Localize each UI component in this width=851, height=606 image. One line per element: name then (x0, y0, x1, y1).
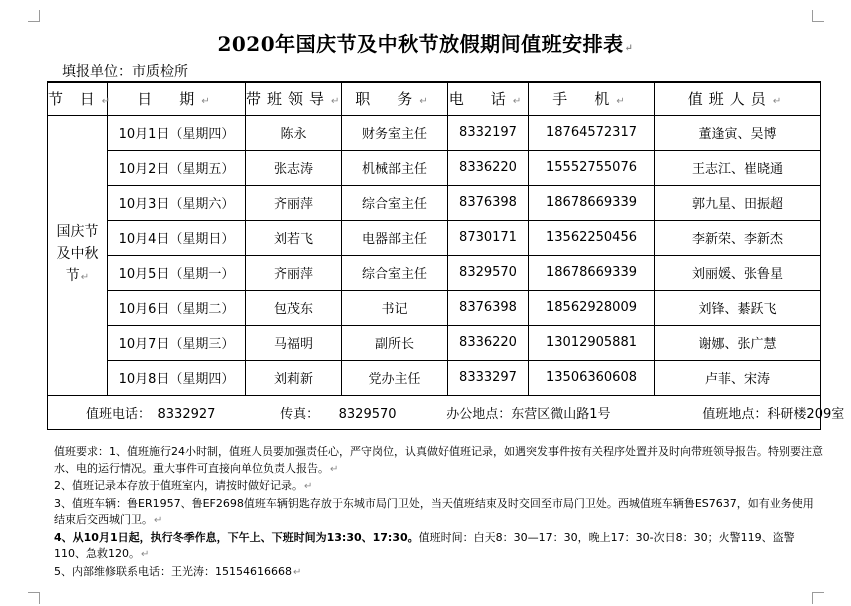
date-cell: 10月5日（星期一） (108, 255, 246, 290)
corner-mark-bottom-right (812, 592, 824, 604)
date-cell: 10月6日（星期二） (108, 290, 246, 325)
note-2: 2、值班记录本存放于值班室内，请按时做好记录。↵ (54, 479, 313, 492)
leader-cell: 马福明 (246, 325, 342, 360)
staff-cell: 郭九星、田振超 (655, 185, 821, 220)
note-3: 3、值班车辆：鲁ER1957、鲁EF2698值班车辆钥匙存放于东城市局门卫处，当天值班结束及时交回至市局门卫处。西城值班车辆鲁ES7637，如有业务使用结束后交西城门卫。↵ (54, 496, 814, 526)
header-position: 职 务↵ (342, 82, 448, 115)
leader-cell: 张志涛 (246, 150, 342, 185)
mobile-cell: 18562928009 (529, 290, 655, 325)
position-cell: 财务室主任 (342, 115, 448, 150)
note-4: 4、从10月1日起，执行冬季作息，下午上、下班时间为13:30、17:30。值班时间：白天8：30—17：30，晚上17：30-次日8：30；火警119、盗警110、急救120。↵ (54, 530, 795, 560)
leader-cell: 齐丽萍 (246, 255, 342, 290)
table-row (48, 185, 821, 220)
date-cell: 10月4日（星期日） (108, 220, 246, 255)
mobile-cell: 13506360608 (529, 360, 655, 395)
staff-cell: 卢菲、宋涛 (655, 360, 821, 395)
table-row (48, 325, 821, 360)
date-cell: 10月1日（星期四） (108, 115, 246, 150)
leader-cell: 齐丽萍 (246, 185, 342, 220)
position-cell: 综合室主任 (342, 185, 448, 220)
phone-cell: 8332197 (448, 115, 529, 150)
staff-cell: 王志江、崔晓通 (655, 150, 821, 185)
table-row (48, 290, 821, 325)
footer-row (48, 395, 821, 429)
duty-table (47, 81, 845, 430)
table-row (48, 150, 821, 185)
phone-cell: 8333297 (448, 360, 529, 395)
leader-cell: 刘若飞 (246, 220, 342, 255)
mobile-cell: 13012905881 (529, 325, 655, 360)
position-cell: 党办主任 (342, 360, 448, 395)
header-leader: 带班领导↵ (246, 82, 342, 115)
position-cell: 综合室主任 (342, 255, 448, 290)
contact-info-cell (48, 395, 845, 429)
fax-number: 传真： 8329570 (280, 406, 397, 422)
mobile-cell: 18764572317 (529, 115, 655, 150)
reporting-unit: 填报单位：市质检所 (62, 64, 188, 80)
phone-cell: 8336220 (448, 325, 529, 360)
header-phone: 电 话↵ (448, 82, 529, 115)
phone-cell: 8376398 (448, 185, 529, 220)
corner-mark-top-left (28, 10, 40, 22)
note-5: 5、内部维修联系电话：王光涛：15154616668↵ (54, 564, 302, 578)
date-cell: 10月3日（星期六） (108, 185, 246, 220)
table-row (48, 115, 821, 150)
position-cell: 电器部主任 (342, 220, 448, 255)
table-header-row (48, 82, 821, 115)
mobile-cell: 18678669339 (529, 185, 655, 220)
duty-location: 值班地点：科研楼209室 (702, 406, 845, 422)
staff-cell: 刘丽媛、张鲁星 (655, 255, 821, 290)
mobile-cell: 15552755076 (529, 150, 655, 185)
corner-mark-top-right (812, 10, 824, 22)
note-1: 值班要求：1、值班施行24小时制，值班人员要加强责任心，严守岗位，认真做好值班记录，如遇突发事件按有关程序处置并及时向带班领导报告。特别要注意水、电的运行情况。重大事件可直接向单位负责人报告。↵ (54, 445, 823, 475)
table-row (48, 255, 821, 290)
staff-cell: 刘锋、綦跃飞 (655, 290, 821, 325)
office-address: 办公地点：东营区微山路1号 (446, 406, 611, 422)
header-mobile: 手 机↵ (529, 82, 655, 115)
table-row (48, 220, 821, 255)
staff-cell: 谢娜、张广慧 (655, 325, 821, 360)
festival-cell: 国庆节及中秋节↵ (48, 115, 108, 395)
document-title: 2020年国庆节及中秋节放假期间值班安排表↵ (217, 32, 634, 56)
leader-cell: 陈永 (246, 115, 342, 150)
mobile-cell: 18678669339 (529, 255, 655, 290)
position-cell: 书记 (342, 290, 448, 325)
phone-cell: 8730171 (448, 220, 529, 255)
duty-phone: 值班电话： 8332927 (86, 406, 216, 422)
leader-cell: 刘莉新 (246, 360, 342, 395)
phone-cell: 8336220 (448, 150, 529, 185)
leader-cell: 包茂东 (246, 290, 342, 325)
table-row (48, 360, 821, 395)
header-staff: 值班人员↵ (655, 82, 821, 115)
duty-notes (54, 444, 824, 581)
phone-cell: 8376398 (448, 290, 529, 325)
header-festival: 节 日↵ (48, 82, 108, 115)
position-cell: 副所长 (342, 325, 448, 360)
phone-cell: 8329570 (448, 255, 529, 290)
date-cell: 10月7日（星期三） (108, 325, 246, 360)
date-cell: 10月8日（星期四） (108, 360, 246, 395)
date-cell: 10月2日（星期五） (108, 150, 246, 185)
corner-mark-bottom-left (28, 592, 40, 604)
position-cell: 机械部主任 (342, 150, 448, 185)
mobile-cell: 13562250456 (529, 220, 655, 255)
staff-cell: 李新荣、李新杰 (655, 220, 821, 255)
staff-cell: 董逢寅、吴博 (655, 115, 821, 150)
header-date: 日 期↵ (108, 82, 246, 115)
